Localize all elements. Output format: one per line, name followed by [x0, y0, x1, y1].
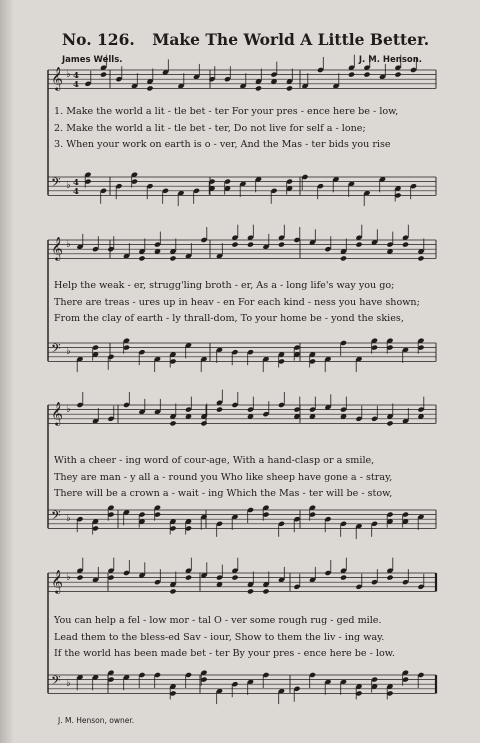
- note-head: [340, 575, 347, 581]
- note-head: [231, 575, 238, 581]
- lyric-verse-1: You can help a fel - low mor - tal O - ver some rough rug - ged mile.: [54, 615, 382, 626]
- treble-clef-icon: 𝄞: [51, 236, 63, 260]
- treble-clef-icon: 𝄞: [51, 401, 63, 425]
- lyric-verse-1: 1. Make the world a lit - tle bet - ter For your pres - ence here be - low,: [54, 106, 399, 117]
- flat-icon: ♭: [66, 180, 71, 191]
- lyrics-system-2: [54, 278, 424, 328]
- lyrics-system-3: [54, 453, 424, 503]
- time-signature: 4: [73, 71, 79, 81]
- note-head: [363, 72, 370, 78]
- note-head: [231, 242, 238, 248]
- lyric-verse-1: Help the weak - er, strugg'ling broth - er, As a - long life's way you go;: [54, 280, 395, 291]
- note-head: [216, 407, 223, 413]
- copyright-owner: J. M. Henson, owner.: [58, 716, 135, 725]
- flat-icon: ♭: [66, 69, 71, 80]
- lyricist-credit: James Wells.: [62, 55, 123, 65]
- bass-clef-icon: 𝄢: [51, 508, 61, 526]
- note-head: [169, 420, 176, 426]
- note-head: [100, 72, 107, 78]
- hymn-number: No. 126.: [62, 30, 135, 49]
- treble-clef-icon: 𝄞: [51, 66, 63, 90]
- lyric-verse-3: There will be a crown a - wait - ing Which the Mas - ter will be - stow,: [54, 488, 393, 499]
- treble-clef-icon: 𝄞: [51, 569, 63, 593]
- lyric-verse-3: 3. When your work on earth is o - ver, And the Mas - ter bids you rise: [54, 139, 391, 150]
- time-signature: 4: [73, 178, 79, 188]
- note-head: [185, 575, 192, 581]
- flat-icon: ♭: [66, 239, 71, 250]
- note-head: [394, 72, 401, 78]
- bass-clef-icon: 𝄢: [51, 341, 61, 359]
- flat-icon: ♭: [66, 572, 71, 583]
- lyrics-system-1: [54, 104, 424, 154]
- note-head: [255, 85, 262, 91]
- note-head: [76, 575, 83, 581]
- note-head: [247, 588, 254, 594]
- bass-clef-icon: 𝄢: [51, 175, 61, 193]
- flat-icon: ♭: [66, 678, 71, 689]
- note-head: [278, 242, 285, 248]
- note-head: [286, 85, 293, 91]
- lyric-verse-2: They are man - y all a - round you Who like sheep have gone a - stray,: [54, 471, 393, 483]
- note-head: [355, 242, 362, 248]
- note-head: [169, 255, 176, 261]
- time-signature: 4: [73, 187, 79, 197]
- lyric-verse-3: From the clay of earth - ly thrall-dom, To your home be - yond the skies,: [54, 313, 404, 324]
- note-head: [107, 575, 114, 581]
- hymn-title: Make The World A Little Better.: [152, 30, 430, 49]
- bass-clef-icon: 𝄢: [51, 673, 61, 691]
- flat-icon: ♭: [66, 346, 71, 357]
- note-head: [247, 242, 254, 248]
- note-head: [386, 420, 393, 426]
- lyric-verse-1: With a cheer - ing word of cour-age, With a hand-clasp or a smile,: [54, 455, 375, 466]
- flat-icon: ♭: [66, 513, 71, 524]
- note-head: [386, 575, 393, 581]
- time-signature: 4: [73, 80, 79, 90]
- note-head: [402, 242, 409, 248]
- note-head: [169, 588, 176, 594]
- flat-icon: ♭: [66, 404, 71, 415]
- note-head: [417, 255, 424, 261]
- composer-credit: J. M. Henson.: [358, 55, 422, 65]
- note-head: [348, 72, 355, 78]
- lyric-verse-2: There are treas - ures up in heav - en For each kind - ness you have shown;: [54, 296, 420, 308]
- lyric-verse-3: If the world has been made bet - ter By your pres - ence here be - low.: [54, 648, 395, 659]
- lyric-verse-2: Lead them to the bless-ed Sav - iour, Show to them the liv - ing way.: [54, 631, 385, 643]
- lyric-verse-2: 2. Make the world a lit - tle bet - ter, Do not live for self a - lone;: [54, 122, 366, 134]
- note-head: [340, 255, 347, 261]
- lyrics-system-4: [54, 613, 424, 663]
- note-head: [138, 255, 145, 261]
- note-head: [146, 85, 153, 91]
- note-head: [200, 420, 207, 426]
- note-head: [262, 588, 269, 594]
